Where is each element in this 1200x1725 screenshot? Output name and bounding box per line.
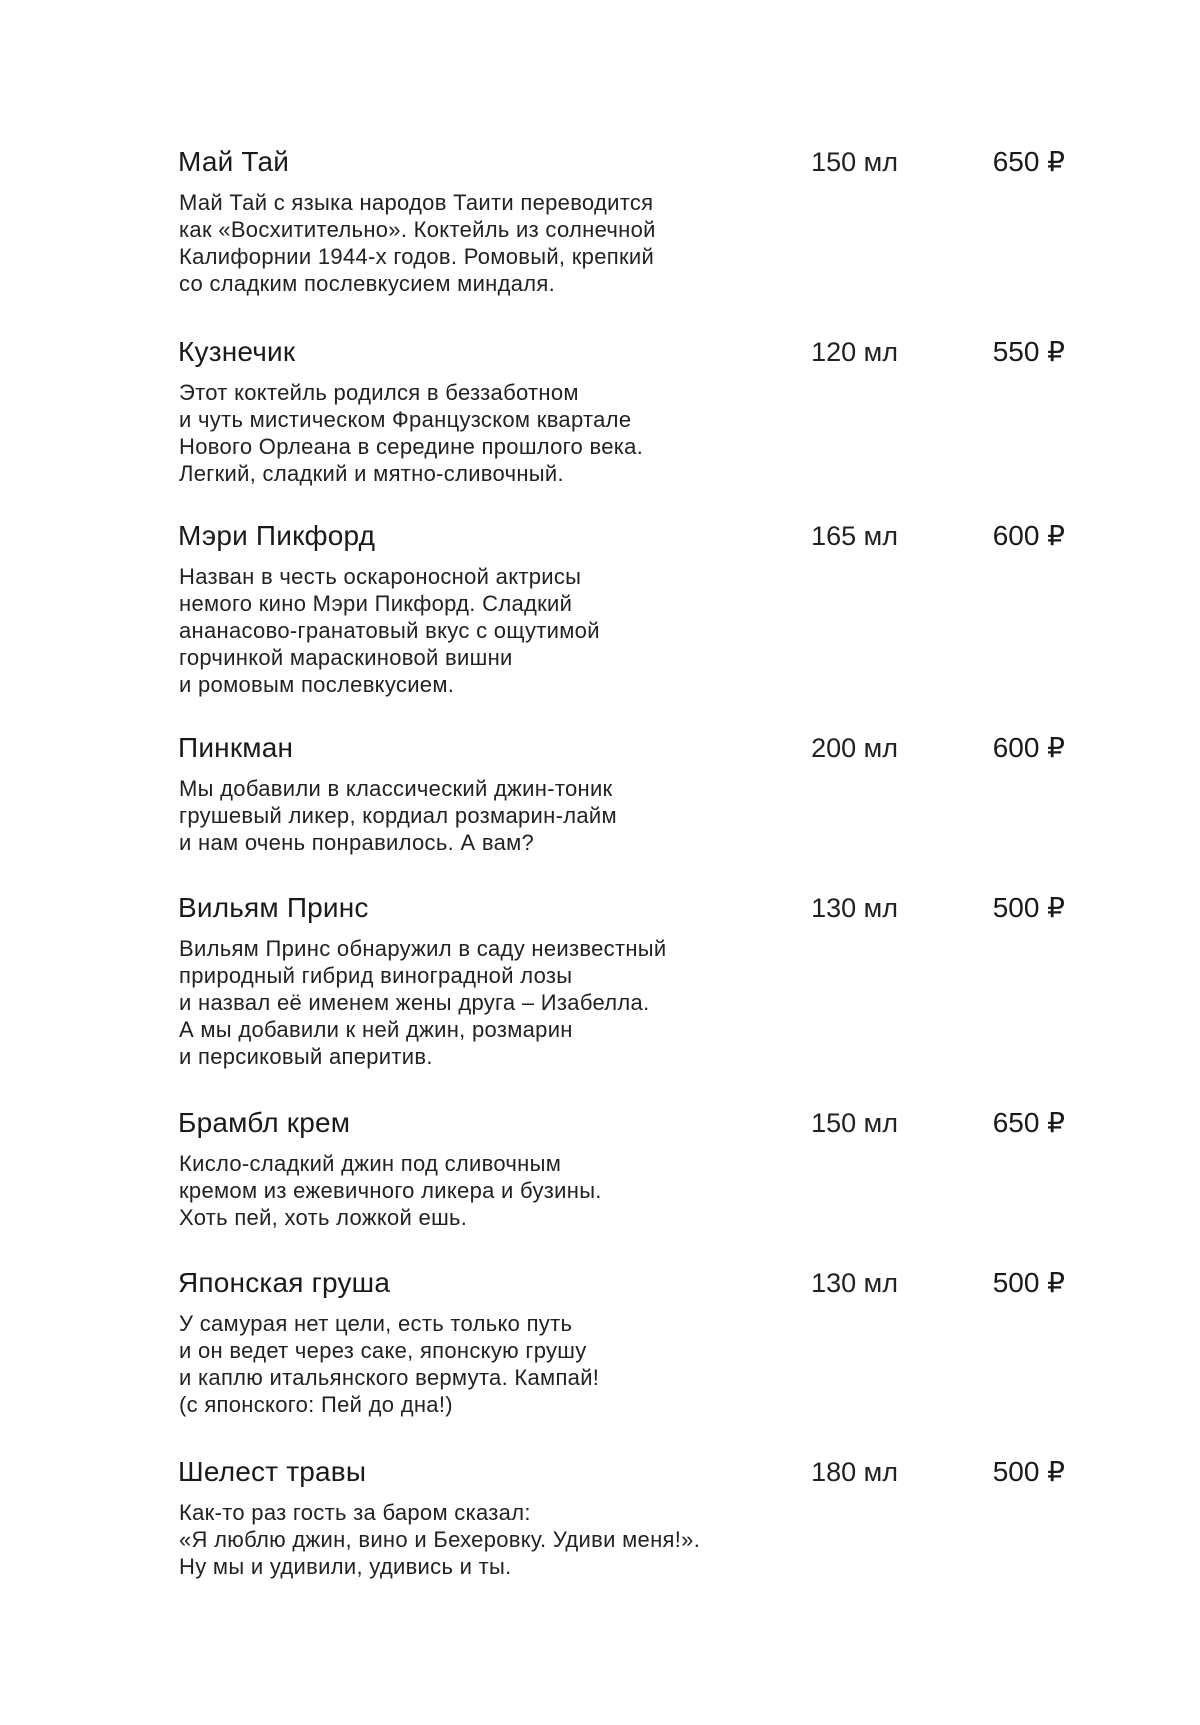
item-price: 600 ₽ [992,520,1065,551]
description-line: и назвал её именем жены друга – Изабелла. [179,990,650,1015]
item-description [179,1310,799,1418]
item-price: 650 ₽ [992,146,1065,177]
description-line: как «Восхитительно». Коктейль из солнечной [179,217,656,242]
description-line: Вильям Принс обнаружил в саду неизвестный [179,936,667,961]
description-line: Ну мы и удивили, удивись и ты. [179,1554,512,1579]
description-line: Этот коктейль родился в беззаботном [179,380,579,405]
description-line: и каплю итальянского вермута. Кампай! [179,1365,600,1390]
item-name: Вильям Принс [178,892,369,923]
description-line: Как-то раз гость за баром сказал: [179,1500,531,1525]
description-line: Май Тай с языка народов Таити переводится [179,190,654,215]
description-line: со сладким послевкусием миндаля. [179,271,556,296]
item-price: 650 ₽ [992,1107,1065,1138]
item-price: 550 ₽ [992,336,1065,367]
description-line: ананасово-гранатовый вкус с ощутимой [179,618,600,643]
item-volume: 120 мл [811,337,898,367]
item-description [179,1150,799,1231]
item-description [179,189,799,297]
item-name: Кузнечик [178,336,296,367]
description-line: горчинкой мараскиновой вишни [179,645,513,670]
description-line: и персиковый аперитив. [179,1044,433,1069]
description-line: Калифорнии 1944-х годов. Ромовый, крепкий [179,244,655,269]
item-price: 500 ₽ [992,1456,1065,1487]
item-description [179,775,799,856]
description-line: и он ведет через саке, японскую грушу [179,1338,587,1363]
description-line: Мы добавили в классический джин-тоник [179,776,613,801]
item-volume: 130 мл [811,893,898,923]
item-volume: 180 мл [811,1457,898,1487]
item-name: Май Тай [178,146,290,177]
description-line: кремом из ежевичного ликера и бузины. [179,1178,602,1203]
item-description [179,379,799,487]
item-name: Пинкман [178,732,294,763]
description-line: У самурая нет цели, есть только путь [179,1311,573,1336]
item-description [179,1499,799,1580]
description-line: Хоть пей, хоть ложкой ешь. [179,1205,468,1230]
item-price: 600 ₽ [992,732,1065,763]
item-name: Шелест травы [178,1456,367,1487]
description-line: (с японского: Пей до дна!) [179,1392,453,1417]
description-line: Кисло-сладкий джин под сливочным [179,1151,562,1176]
description-line: «Я люблю джин, вино и Бехеровку. Удиви меня!». [179,1527,701,1552]
description-line: грушевый ликер, кордиал розмарин-лайм [179,803,617,828]
item-name: Японская груша [178,1267,391,1298]
item-volume: 150 мл [811,1108,898,1138]
item-volume: 150 мл [811,147,898,177]
description-line: и нам очень понравилось. А вам? [179,830,535,855]
item-volume: 165 мл [811,521,898,551]
description-line: Назван в честь оскароносной актрисы [179,564,582,589]
item-price: 500 ₽ [992,892,1065,923]
description-line: природный гибрид виноградной лозы [179,963,573,988]
item-name: Мэри Пикфорд [178,520,376,551]
description-line: и ромовым послевкусием. [179,672,455,697]
item-description [179,563,799,698]
description-line: А мы добавили к ней джин, розмарин [179,1017,573,1042]
description-line: и чуть мистическом Французском квартале [179,407,632,432]
item-volume: 200 мл [811,733,898,763]
description-line: Легкий, сладкий и мятно-сливочный. [179,461,564,486]
item-description [179,935,799,1070]
item-name: Брамбл крем [178,1107,351,1138]
item-volume: 130 мл [811,1268,898,1298]
description-line: Нового Орлеана в середине прошлого века. [179,434,644,459]
item-price: 500 ₽ [992,1267,1065,1298]
description-line: немого кино Мэри Пикфорд. Сладкий [179,591,573,616]
